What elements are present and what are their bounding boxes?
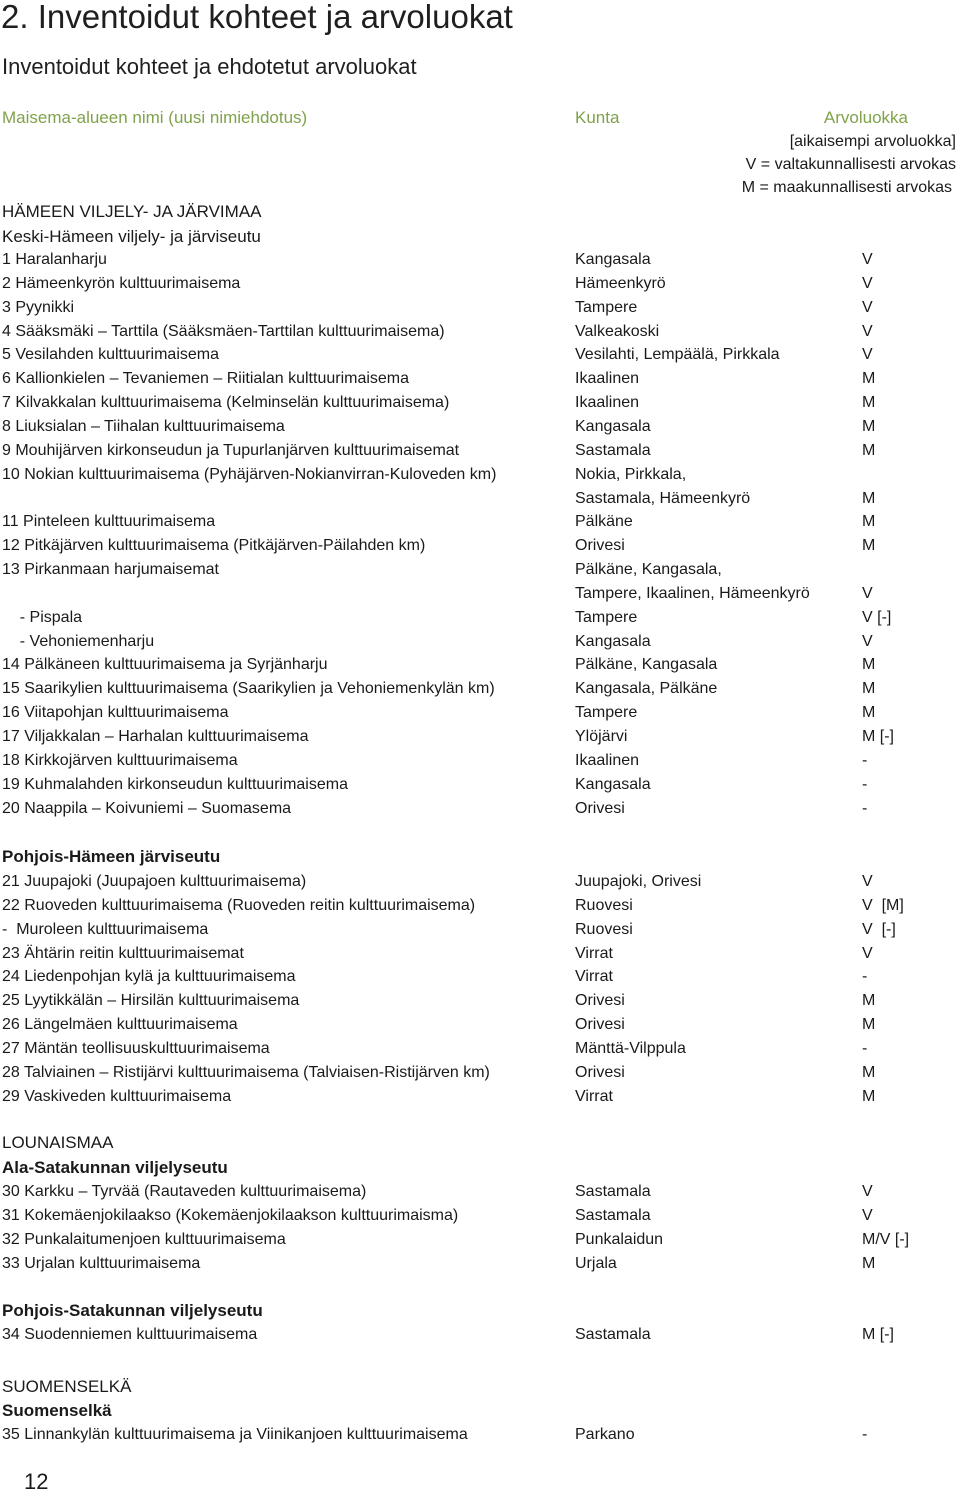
value-class-cell: V [-] [862, 920, 896, 938]
table-row [0, 582, 960, 606]
value-class-cell: V [862, 251, 873, 268]
column-header-arvoluokka: Arvoluokka [823, 108, 908, 127]
table-row [0, 1180, 960, 1204]
municipality-cell: Ikaalinen [575, 751, 640, 769]
municipality-cell: Tampere, Ikaalinen, Hämeenkyrö [575, 584, 810, 602]
landscape-name-cell: 22 Ruoveden kulttuurimaisema (Ruoveden reitin kulttuurimaisema) [2, 896, 476, 914]
table-row [0, 894, 960, 918]
municipality-cell: Juupajoki, Orivesi [575, 873, 702, 890]
table-row [0, 870, 960, 894]
municipality-cell: Kangasala [575, 251, 651, 268]
municipality-cell: Sastamala [575, 1206, 651, 1224]
landscape-name-cell: 13 Pirkanmaan harjumaisemat [2, 561, 219, 579]
value-class-cell: M [862, 1063, 876, 1081]
table-row [0, 439, 960, 463]
table-row [0, 725, 960, 749]
value-class-cell: M [862, 656, 876, 674]
landscape-name-cell: 16 Viitapohjan kulttuurimaisema [2, 704, 229, 722]
municipality-cell: Ruovesi [575, 920, 633, 938]
municipality-cell: Ikaalinen [575, 370, 640, 388]
value-class-cell: V [M] [862, 896, 904, 914]
table-row [0, 296, 960, 320]
subregion-heading-ala-satakunta: Ala-Satakunnan viljelyseutu [2, 1158, 228, 1177]
landscape-name-cell: 8 Liuksialan – Tiihalan kulttuurimaisema [2, 417, 285, 435]
table-row [0, 989, 960, 1013]
municipality-cell: Ruovesi [575, 896, 633, 914]
municipality-cell: Hämeenkyrö [575, 274, 666, 292]
landscape-name-cell: 18 Kirkkojärven kulttuurimaisema [2, 751, 238, 769]
value-class-cell: M [862, 489, 876, 507]
value-class-cell: M [862, 680, 876, 698]
page-subtitle: Inventoidut kohteet ja ehdotetut arvoluokat [2, 54, 417, 79]
region-heading-hame: HÄMEEN VILJELY- JA JÄRVIMAA [2, 202, 262, 221]
table-row [0, 248, 960, 272]
table-row [0, 1013, 960, 1037]
landscape-name-cell: 9 Mouhijärven kirkonseudun ja Tupurlanjärven kulttuurimaisemat [2, 441, 460, 459]
value-class-cell: M [862, 1087, 876, 1105]
municipality-cell: Virrat [575, 1087, 613, 1105]
value-class-cell: M [862, 513, 876, 531]
table-row [0, 1252, 960, 1276]
value-class-cell: V [862, 274, 873, 292]
landscape-name-cell: 34 Suodenniemen kulttuurimaisema [2, 1326, 258, 1343]
municipality-cell: Sastamala [575, 1183, 651, 1200]
table-row [0, 797, 960, 821]
table-row [0, 463, 960, 487]
subregion-heading-suomenselka: Suomenselkä [2, 1401, 112, 1420]
table-row [0, 415, 960, 439]
subregion-heading-pohjois-satakunta: Pohjois-Satakunnan viljelyseutu [2, 1301, 263, 1320]
landscape-name-cell: 5 Vesilahden kulttuurimaisema [2, 346, 220, 364]
landscape-name-cell: 6 Kallionkielen – Tevaniemen – Riitialan kulttuurimaisema [2, 370, 410, 388]
table-row [0, 1204, 960, 1228]
value-class-cell: M [862, 1254, 876, 1272]
value-class-cell: - [862, 751, 868, 769]
municipality-cell: Sastamala, Hämeenkyrö [575, 489, 751, 507]
value-class-cell: M [-] [862, 1326, 894, 1343]
page-title: 2. Inventoidut kohteet ja arvoluokat [1, 0, 513, 35]
landscape-name-cell: 11 Pinteleen kulttuurimaisema [2, 513, 216, 531]
table-row [0, 773, 960, 797]
table-row [0, 510, 960, 534]
landscape-name-cell: 27 Mäntän teollisuuskulttuurimaisema [2, 1039, 270, 1057]
table-row [0, 391, 960, 415]
landscape-name-cell: 29 Vaskiveden kulttuurimaisema [2, 1087, 232, 1105]
region-heading-suomenselka: SUOMENSELKÄ [2, 1377, 132, 1396]
value-class-cell: V [862, 584, 873, 602]
municipality-cell: Virrat [575, 944, 613, 962]
landscape-name-cell: 25 Lyytikkälän – Hirsilän kulttuurimaisema [2, 992, 300, 1010]
value-class-cell: M [862, 537, 876, 555]
municipality-cell: Pälkäne, Kangasala, [575, 561, 722, 579]
landscape-name-cell: - Muroleen kulttuurimaisema [2, 920, 209, 938]
table-row [0, 701, 960, 725]
value-class-cell: V [862, 1206, 873, 1224]
municipality-cell: Orivesi [575, 992, 625, 1010]
table-row [0, 1085, 960, 1109]
table-row [0, 1037, 960, 1061]
landscape-name-cell: 35 Linnankylän kulttuurimaisema ja Viinikanjoen kulttuurimaisema [2, 1426, 468, 1443]
table-row [0, 558, 960, 582]
landscape-name-cell: 2 Hämeenkyrön kulttuurimaisema [2, 274, 241, 292]
municipality-cell: Vesilahti, Lempäälä, Pirkkala [575, 346, 780, 364]
value-class-cell: V [862, 298, 873, 316]
table-row [0, 1423, 960, 1447]
municipality-cell: Orivesi [575, 1016, 625, 1034]
table-row [0, 965, 960, 989]
municipality-cell: Urjala [575, 1254, 617, 1272]
municipality-cell: Parkano [575, 1426, 635, 1443]
table-row [0, 677, 960, 701]
municipality-cell: Orivesi [575, 799, 625, 817]
table-row [0, 272, 960, 296]
value-class-cell: V [-] [862, 608, 892, 626]
municipality-cell: Tampere [575, 608, 638, 626]
value-class-cell: M [862, 441, 876, 459]
municipality-cell: Sastamala [575, 1326, 651, 1343]
value-class-cell: M [862, 394, 876, 412]
landscape-name-cell: - Pispala [2, 608, 83, 626]
value-class-cell: M [862, 370, 876, 388]
municipality-cell: Tampere [575, 704, 638, 722]
landscape-name-cell: 28 Talviainen – Ristijärvi kulttuurimaisema (Talviaisen-Ristijärven km) [2, 1063, 490, 1081]
municipality-cell: Punkalaidun [575, 1230, 664, 1248]
municipality-cell: Valkeakoski [575, 322, 660, 340]
landscape-name-cell: 32 Punkalaitumenjoen kulttuurimaisema [2, 1230, 286, 1248]
municipality-cell: Tampere [575, 298, 638, 316]
value-class-cell: M [862, 1016, 876, 1034]
table-row [0, 1228, 960, 1252]
table-row [0, 367, 960, 391]
value-class-cell: V [862, 1183, 873, 1200]
table-row [0, 630, 960, 654]
municipality-cell: Mänttä-Vilppula [575, 1039, 686, 1057]
landscape-name-cell: 12 Pitkäjärven kulttuurimaisema (Pitkäjärven-Päilahden km) [2, 537, 426, 555]
value-class-cell: M [862, 417, 876, 435]
landscape-name-cell: 30 Karkku – Tyrvää (Rautaveden kulttuurimaisema) [2, 1183, 367, 1200]
table-row [0, 343, 960, 367]
value-class-cell: V [862, 322, 873, 340]
municipality-cell: Kangasala [575, 632, 651, 650]
landscape-name-cell: 31 Kokemäenjokilaakso (Kokemäenjokilaakson kulttuurimaisma) [2, 1206, 459, 1224]
municipality-cell: Virrat [575, 968, 613, 986]
table-row [0, 918, 960, 942]
landscape-name-cell: 24 Liedenpohjan kylä ja kulttuurimaisema [2, 968, 296, 986]
table-row [0, 942, 960, 966]
value-class-cell: V [862, 632, 873, 650]
value-class-cell: - [862, 1039, 868, 1057]
landscape-name-cell: 1 Haralanharju [2, 251, 107, 268]
value-class-cell: M [-] [862, 728, 894, 745]
subregion-heading-keski-hame: Keski-Hämeen viljely- ja järviseutu [2, 227, 261, 246]
municipality-cell: Kangasala [575, 775, 651, 793]
table-row [0, 749, 960, 773]
landscape-name-cell: 23 Ähtärin reitin kulttuurimaisemat [2, 944, 244, 962]
municipality-cell: Kangasala [575, 417, 651, 435]
column-header-name: Maisema-alueen nimi (uusi nimiehdotus) [2, 108, 308, 127]
municipality-cell: Ikaalinen [575, 394, 640, 412]
landscape-name-cell: 15 Saarikylien kulttuurimaisema (Saarikylien ja Vehoniemenkylän km) [2, 680, 495, 698]
landscape-name-cell: 20 Naappila – Koivuniemi – Suomasema [2, 799, 292, 817]
landscape-name-cell: 26 Längelmäen kulttuurimaisema [2, 1016, 238, 1034]
value-class-cell: - [862, 799, 868, 817]
municipality-cell: Nokia, Pirkkala, [575, 465, 687, 483]
landscape-name-cell: 33 Urjalan kulttuurimaisema [2, 1254, 201, 1272]
table-row [0, 1061, 960, 1085]
municipality-cell: Pälkäne [575, 513, 633, 531]
subregion-heading-pohjois-hame: Pohjois-Hämeen järviseutu [2, 847, 221, 866]
table-row [0, 320, 960, 344]
landscape-name-cell: 10 Nokian kulttuurimaisema (Pyhäjärven-Nokianvirran-Kuloveden km) [2, 465, 497, 483]
table-row [0, 653, 960, 677]
value-class-cell: M [862, 992, 876, 1010]
table-row [0, 606, 960, 630]
landscape-name-cell: 7 Kilvakkalan kulttuurimaisema (Kelminselän kulttuurimaisema) [2, 394, 450, 412]
value-class-cell: M [862, 704, 876, 722]
landscape-name-cell: - Vehoniemenharju [2, 632, 155, 650]
value-class-cell: V [862, 346, 873, 364]
landscape-name-cell: 14 Pälkäneen kulttuurimaisema ja Syrjänharju [2, 656, 328, 674]
municipality-cell: Ylöjärvi [575, 728, 628, 745]
value-class-cell: - [862, 1426, 868, 1443]
municipality-cell: Pälkäne, Kangasala [575, 656, 718, 674]
column-header-kunta: Kunta [575, 108, 620, 127]
legend-national: V = valtakunnallisesti arvokas [745, 156, 956, 173]
municipality-cell: Sastamala [575, 441, 651, 459]
value-class-cell: M/V [-] [862, 1230, 910, 1248]
landscape-name-cell: 4 Sääksmäki – Tarttila (Sääksmäen-Tarttilan kulttuurimaisema) [2, 322, 445, 340]
table-row [0, 487, 960, 511]
region-heading-lounaismaa: LOUNAISMAA [2, 1133, 114, 1152]
legend-regional: M = maakunnallisesti arvokas [741, 179, 952, 196]
table-row [0, 534, 960, 558]
value-class-cell: - [862, 775, 868, 793]
landscape-name-cell: 19 Kuhmalahden kirkonseudun kulttuurimaisema [2, 775, 348, 793]
municipality-cell: Orivesi [575, 1063, 625, 1081]
table-row [0, 1323, 960, 1347]
municipality-cell: Orivesi [575, 537, 625, 555]
value-class-cell: - [862, 968, 868, 986]
value-class-cell: V [862, 873, 873, 890]
landscape-name-cell: 3 Pyynikki [2, 298, 75, 316]
page-number: 12 [24, 1469, 49, 1494]
municipality-cell: Kangasala, Pälkäne [575, 680, 718, 698]
legend-previous-class: [aikaisempi arvoluokka] [789, 133, 956, 150]
landscape-name-cell: 21 Juupajoki (Juupajoen kulttuurimaisema) [2, 873, 307, 890]
value-class-cell: V [862, 944, 873, 962]
landscape-name-cell: 17 Viljakkalan – Harhalan kulttuurimaisema [2, 728, 309, 745]
